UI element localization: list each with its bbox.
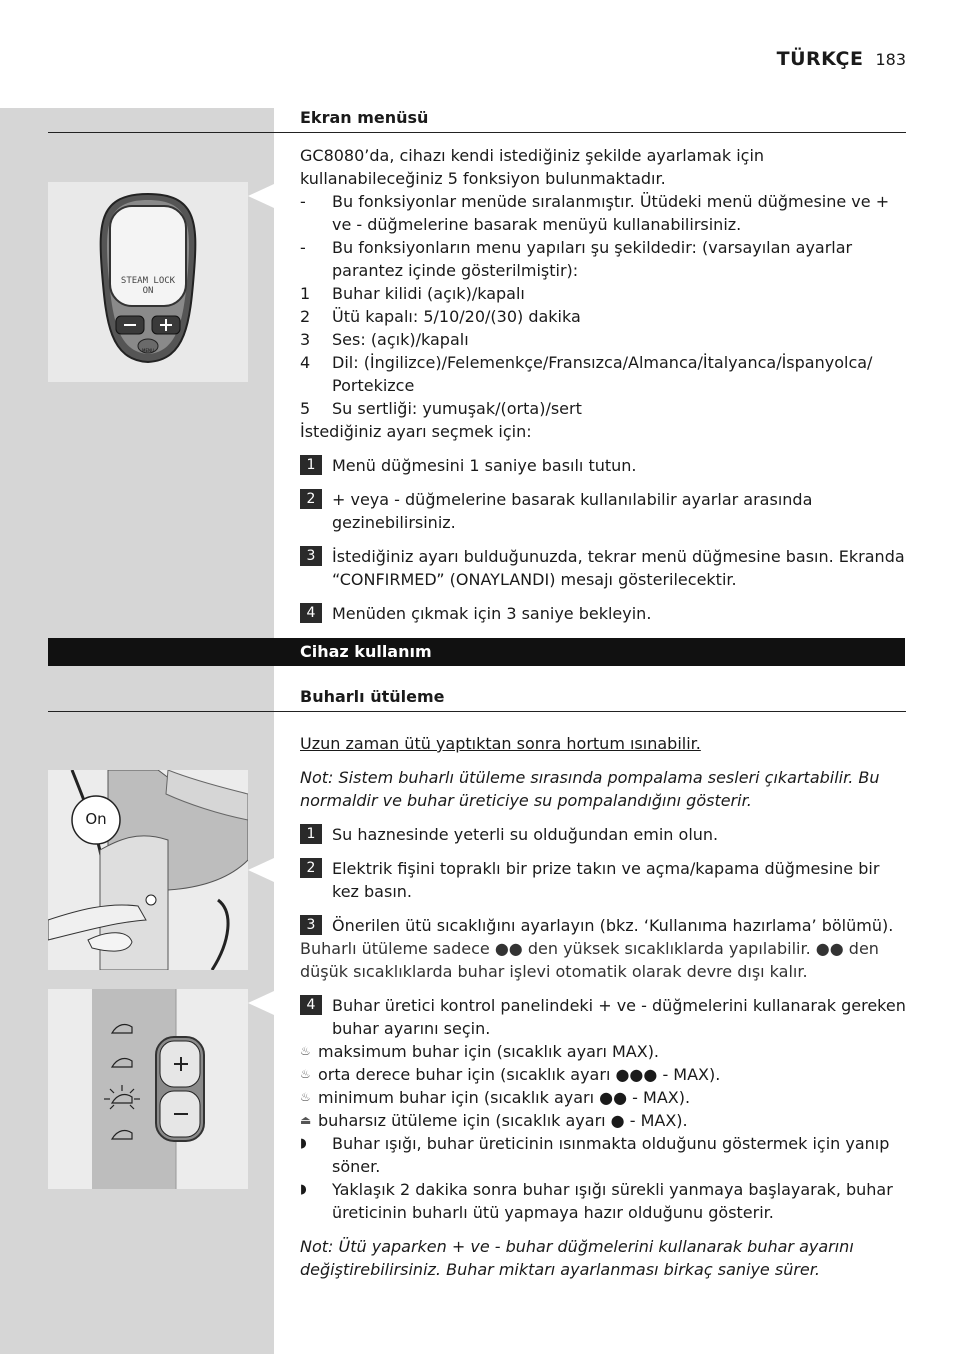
steam-bullet: ◗ Buhar ışığı, buhar üreticinin ısınmakta olduğunu göstermek için yanıp söner. (300, 1134, 890, 1176)
page-number: 183 (875, 50, 906, 69)
no-steam-icon: ⏏ (300, 1113, 312, 1127)
pump-note: Not: Sistem buharlı ütüleme sırasında pompalama sesleri çıkartabilir. Bu normaldir ve buhar üreticiye su pompalandığını gösterir. (300, 768, 880, 810)
image-pointer (248, 858, 274, 882)
steam-medium-icon: ♨ (300, 1067, 311, 1081)
menu-list-item: 3 Ses: (açık)/kapalı (300, 330, 469, 349)
steam-text-block (300, 732, 906, 1281)
menu-step: 4 Menüden çıkmak için 3 saniye bekleyin. (300, 602, 906, 625)
select-intro: İstediğiniz ayarı seçmek için: (300, 422, 532, 441)
menu-list-item: 4 Dil: (İngilizce)/Felemenkçe/Fransızca/Almanca/İtalyanca/İspanyolca/ Portekizce (300, 353, 873, 395)
on-label: On (85, 810, 107, 828)
menu-button-label: MENU (142, 348, 154, 353)
steam-level-item: ♨ maksimum buhar için (sıcaklık ayarı MAX). (300, 1042, 660, 1061)
menu-step: 1 Menü düğmesini 1 saniye basılı tutun. (300, 454, 906, 477)
section-rule (48, 711, 906, 712)
menu-step: 3 İstediğiniz ayarı bulduğunuzda, tekrar menü düğmesine basın. Ekranda “CONFIRMED” (ONAYLANDI) mesajı gösterilecektir. (300, 545, 906, 591)
steam-level-item: ♨ minimum buhar için (sıcaklık ayarı ●● - MAX). (300, 1088, 691, 1107)
steam-level-item: ♨ orta derece buhar için (sıcaklık ayarı ●●● - MAX). (300, 1065, 721, 1084)
menu-text-block (300, 144, 906, 625)
menu-list-item: 5 Su sertliği: yumuşak/(orta)/sert (300, 399, 582, 418)
display-line2: ON (142, 286, 154, 296)
steam-min-icon: ♨ (300, 1090, 311, 1104)
page-header (777, 48, 906, 70)
menu-dash-item: - Bu fonksiyonlar menüde sıralanmıştır. Ütüdeki menü düğmesine ve + ve - düğmelerine basarak menüyü kullanabilirsiniz. (300, 192, 890, 234)
menu-dash-item: - Bu fonksiyonların menu yapıları şu şekildedir: (varsayılan ayarlar parantez içinde gösterilmiştir): (300, 238, 853, 280)
menu-step: 2 + veya - düğmelerine basarak kullanılabilir ayarlar arasında gezinebilirsiniz. (300, 488, 906, 534)
steam-max-icon: ♨ (300, 1044, 311, 1058)
image-pointer (248, 184, 274, 208)
steam-control-panel-illustration (48, 989, 248, 1189)
iron-display-illustration (48, 182, 248, 382)
section-title-ekran-menusu: Ekran menüsü (300, 108, 429, 127)
section-rule (48, 132, 906, 133)
steam-bullet: ◗ Yaklaşık 2 dakika sonra buhar ışığı sürekli yanmaya başlayarak, buhar üreticinin buharlı ütü yapmaya hazır olduğunu gösterir. (300, 1180, 893, 1222)
steam-level-item: ⏏ buharsız ütüleme için (sıcaklık ayarı ● - MAX). (300, 1111, 688, 1130)
image-pointer (248, 991, 274, 1015)
steam-step: 3 Önerilen ütü sıcaklığını ayarlayın (bkz. ‘Kullanıma hazırlama’ bölümü). (300, 914, 906, 937)
section-title-buharli-utuleme: Buharlı ütüleme (300, 687, 445, 706)
steam-generator-on-illustration (48, 770, 248, 970)
temperature-note: Buharlı ütüleme sadece ●● den yüksek sıcaklıklarda yapılabilir. ●● den düşük sıcaklıklarda buhar işlevi otomatik olarak devre dışı kalır. (300, 939, 879, 981)
display-line1: STEAM LOCK (120, 276, 176, 286)
steam-step: 2 Elektrik fişini topraklı bir prize takın ve açma/kapama düğmesine bir kez basın. (300, 857, 906, 903)
language-label: TÜRKÇE (776, 48, 864, 70)
menu-intro: GC8080’da, cihazı kendi istediğiniz şekilde ayarlamak için kullanabileceğiniz 5 fonksiyon bulunmaktadır. (300, 146, 765, 188)
steam-step: 4 Buhar üretici kontrol panelindeki + ve - düğmelerini kullanarak gereken buhar ayarını seçin. (300, 994, 906, 1040)
menu-list-item: 1 Buhar kilidi (açık)/kapalı (300, 284, 525, 303)
section-title-cihaz-kullanim: Cihaz kullanım (300, 642, 432, 661)
bullet-icon: ◗ (300, 1136, 307, 1151)
hose-warning: Uzun zaman ütü yaptıktan sonra hortum ısınabilir. (300, 734, 701, 753)
menu-list-item: 2 Ütü kapalı: 5/10/20/(30) dakika (300, 307, 581, 326)
section-bar-cihaz-kullanim (48, 638, 905, 666)
bullet-icon: ◗ (300, 1182, 307, 1197)
steam-adjust-note: Not: Ütü yaparken + ve - buhar düğmelerini kullanarak buhar ayarını değiştirebilirsiniz. Buhar miktarı ayarlanması birkaç saniye sürer. (300, 1237, 854, 1279)
steam-step: 1 Su haznesinde yeterli su olduğundan emin olun. (300, 823, 906, 846)
